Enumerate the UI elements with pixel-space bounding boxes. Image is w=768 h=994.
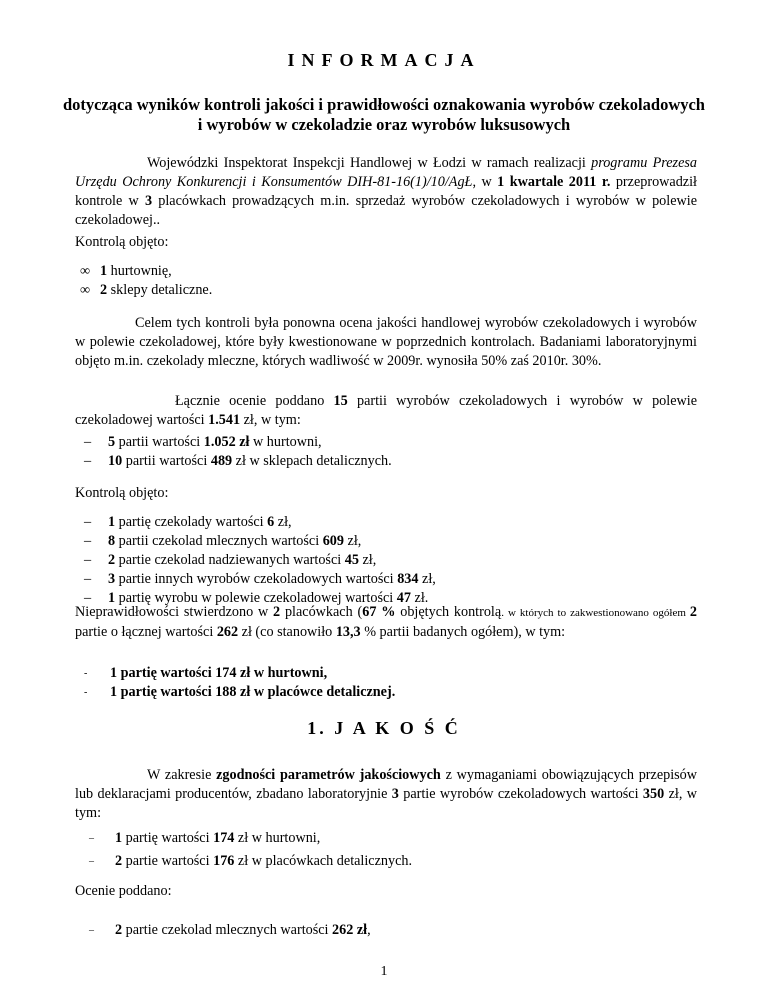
item-text: partii wartości <box>115 434 204 450</box>
item-value: 489 <box>210 453 233 469</box>
list-item <box>84 532 436 551</box>
intro-text-c: przeprowadził kontrole w <box>75 174 697 209</box>
irr-text-g: % partii badanych ogółem), w tym: <box>360 624 566 640</box>
list-item <box>84 664 395 683</box>
item-tail: zł, <box>358 552 377 568</box>
item-value: 176 <box>213 853 235 869</box>
infinity-bullet-icon: ∞ <box>80 282 91 298</box>
irr-text-b: placówkach ( <box>280 604 363 620</box>
dash-bullet-icon: – <box>84 590 92 606</box>
quality-text-d: zł, w tym: <box>75 786 697 821</box>
list-item <box>80 281 212 300</box>
quality-value: 350 <box>642 786 665 802</box>
item-text: partie innych wyrobów czekoladowych wartości <box>115 571 398 587</box>
irregularities-paragraph <box>75 603 697 642</box>
item-tail: , <box>367 922 371 938</box>
hyphen-bullet-icon: - <box>84 668 88 679</box>
item-number: 5 <box>108 434 116 450</box>
list-item <box>84 683 395 702</box>
infinity-bullet-icon: ∞ <box>80 263 91 279</box>
item-text: partie czekolad mlecznych wartości <box>122 922 333 938</box>
item-text: hurtownię, <box>107 263 172 279</box>
dash-bullet-icon: – <box>84 434 92 450</box>
dash-bullet-icon: – <box>89 856 94 867</box>
item-number: 2 <box>108 552 116 568</box>
item-value: 262 zł <box>332 922 368 938</box>
item-tail: w hurtowni, <box>249 434 322 450</box>
item-text: partię czekolady wartości <box>115 514 268 530</box>
scope-list-2 <box>84 513 436 608</box>
item-number: 1 <box>108 590 116 606</box>
item-number: 2 <box>100 282 108 298</box>
item-text: partię wartości <box>122 830 214 846</box>
item-number: 1 <box>108 514 116 530</box>
item-number: 2 <box>115 922 123 938</box>
item-text: partię wyrobu w polewie czekoladowej wartości <box>115 590 397 606</box>
dash-bullet-icon: – <box>84 552 92 568</box>
page-number: 1 <box>380 964 388 979</box>
dash-bullet-icon: – <box>84 514 92 530</box>
irr-text-c: objętych kontrolą <box>395 604 502 620</box>
irr-parts: 2 <box>689 604 698 620</box>
irr-places: 2 <box>273 604 281 620</box>
dash-bullet-icon: – <box>84 571 92 587</box>
item-number: 3 <box>108 571 116 587</box>
item-value: 834 <box>397 571 419 587</box>
irr-text-d: . w których to zakwestionowano ogółem <box>501 607 690 619</box>
dash-bullet-icon: – <box>84 453 92 469</box>
scope-label-2: Kontrolą objęto: <box>75 485 169 501</box>
list-item <box>84 452 392 471</box>
item-text: sklepy detaliczne. <box>107 282 213 298</box>
item-tail: zł w hurtowni, <box>234 830 321 846</box>
evaluated-label: Ocenie poddano: <box>75 883 172 899</box>
total-count: 15 <box>333 393 348 409</box>
total-paragraph <box>75 392 697 430</box>
item-number: 2 <box>115 853 123 869</box>
list-item <box>89 921 371 940</box>
dash-bullet-icon: – <box>84 533 92 549</box>
irr-text-e: partie o łącznej wartości <box>75 624 217 640</box>
item-number: 8 <box>108 533 116 549</box>
quality-text-a: W zakresie <box>147 767 217 783</box>
total-text-b: partii wyrobów czekoladowych i wyrobów w polewie czekoladowej wartości <box>75 393 697 428</box>
scope-list-1 <box>80 262 212 300</box>
item-tail: zł w hurtowni, <box>236 665 328 681</box>
document-subtitle: dotycząca wyników kontroli jakości i prawidłowości oznakowania wyrobów czekoladowych i wyrobów w czekoladzie oraz wyrobów luksusowych <box>62 95 705 134</box>
item-tail: zł. <box>410 590 429 606</box>
item-value: 609 <box>322 533 344 549</box>
quality-text-b: z wymaganiami obowiązujących przepisów lub deklaracjami producentów, zbadano laboratoryjnie <box>75 767 698 802</box>
dash-bullet-icon: – <box>89 925 94 936</box>
item-text: partii wartości <box>122 453 211 469</box>
places-count: 3 <box>144 193 153 209</box>
irr-share: 13,3 <box>335 624 361 640</box>
quality-bold: zgodności parametrów jakościowych <box>216 767 441 783</box>
quarter-label: 1 kwartale 2011 r. <box>497 174 611 190</box>
irr-text-f: zł (co stanowiło <box>238 624 336 640</box>
total-list <box>84 433 392 471</box>
intro-paragraph <box>75 154 697 230</box>
quality-list <box>89 829 412 871</box>
item-tail: zł, <box>418 571 436 587</box>
item-value: 174 <box>215 665 237 681</box>
evaluated-list <box>89 921 371 940</box>
quality-text-c: partie wyrobów czekoladowych wartości <box>398 786 643 802</box>
item-text: partie czekolad nadziewanych wartości <box>115 552 345 568</box>
item-text: partii czekolad mlecznych wartości <box>115 533 323 549</box>
total-value: 1.541 <box>208 412 241 428</box>
purpose-paragraph <box>75 314 697 371</box>
dash-bullet-icon: – <box>89 833 94 844</box>
item-number: 1 <box>100 263 108 279</box>
quality-count: 3 <box>391 786 399 802</box>
item-tail: zł w placówkach detalicznych. <box>234 853 413 869</box>
item-number: 1 <box>115 830 123 846</box>
item-text: partię wartości <box>117 665 216 681</box>
item-text: partie wartości <box>122 853 214 869</box>
item-value: 1.052 zł <box>203 434 250 450</box>
list-item <box>84 513 436 532</box>
scope-label-1: Kontrolą objęto: <box>75 234 169 250</box>
list-item <box>84 433 392 452</box>
item-value: 188 <box>215 684 237 700</box>
intro-text-d: placówkach prowadzących m.in. sprzedaż wyrobów czekoladowych i wyrobów w polewie czekoladowej.. <box>75 193 698 228</box>
item-number: 1 <box>110 684 118 700</box>
intro-text-b: w <box>476 174 498 190</box>
irregularities-list <box>84 664 395 702</box>
quality-paragraph <box>75 766 697 823</box>
item-tail: zł, <box>274 514 292 530</box>
item-value: 45 <box>344 552 359 568</box>
document-title: INFORMACJA <box>287 50 481 70</box>
item-number: 10 <box>108 453 123 469</box>
irr-value: 262 <box>216 624 239 640</box>
item-value: 6 <box>267 514 275 530</box>
purpose-text: Celem tych kontroli była ponowna ocena jakości handlowej wyrobów czekoladowych i wyrobów w polewie czekoladowej, które były kwestionowane w poprzednich kontrolach. Badaniami laboratoryjnymi objęto m.in. czekolady mleczne, których wadliwość w 2009r. wynosiła 50% zaś 2010r. 30%. <box>75 315 697 369</box>
item-text: partię wartości <box>117 684 216 700</box>
item-tail: zł, <box>343 533 362 549</box>
intro-comma: , <box>472 174 476 190</box>
program-reference: programu Prezesa Urzędu Ochrony Konkurencji i Konsumentów DIH-81-16(1)/10/AgŁ <box>75 155 697 190</box>
irr-text-a: Nieprawidłowości stwierdzono w <box>75 604 274 620</box>
item-number: 1 <box>110 665 118 681</box>
item-tail: zł w placówce detalicznej. <box>236 684 396 700</box>
list-item <box>89 829 412 848</box>
list-item <box>89 852 412 871</box>
intro-text-a: Wojewódzki Inspektorat Inspekcji Handlowej w Łodzi w ramach realizacji <box>147 155 586 171</box>
list-item <box>80 262 212 281</box>
item-value: 174 <box>213 830 235 846</box>
section-heading-quality: 1. J A K O Ś Ć <box>307 718 461 738</box>
list-item <box>84 570 436 589</box>
item-value: 47 <box>396 590 411 606</box>
irr-percent: 67 % <box>362 604 396 620</box>
total-text-c: zł, w tym: <box>240 412 301 428</box>
item-tail: zł w sklepach detalicznych. <box>232 453 392 469</box>
list-item <box>84 551 436 570</box>
hyphen-bullet-icon: - <box>84 687 88 698</box>
total-text-a: Łącznie ocenie poddano <box>175 393 334 409</box>
